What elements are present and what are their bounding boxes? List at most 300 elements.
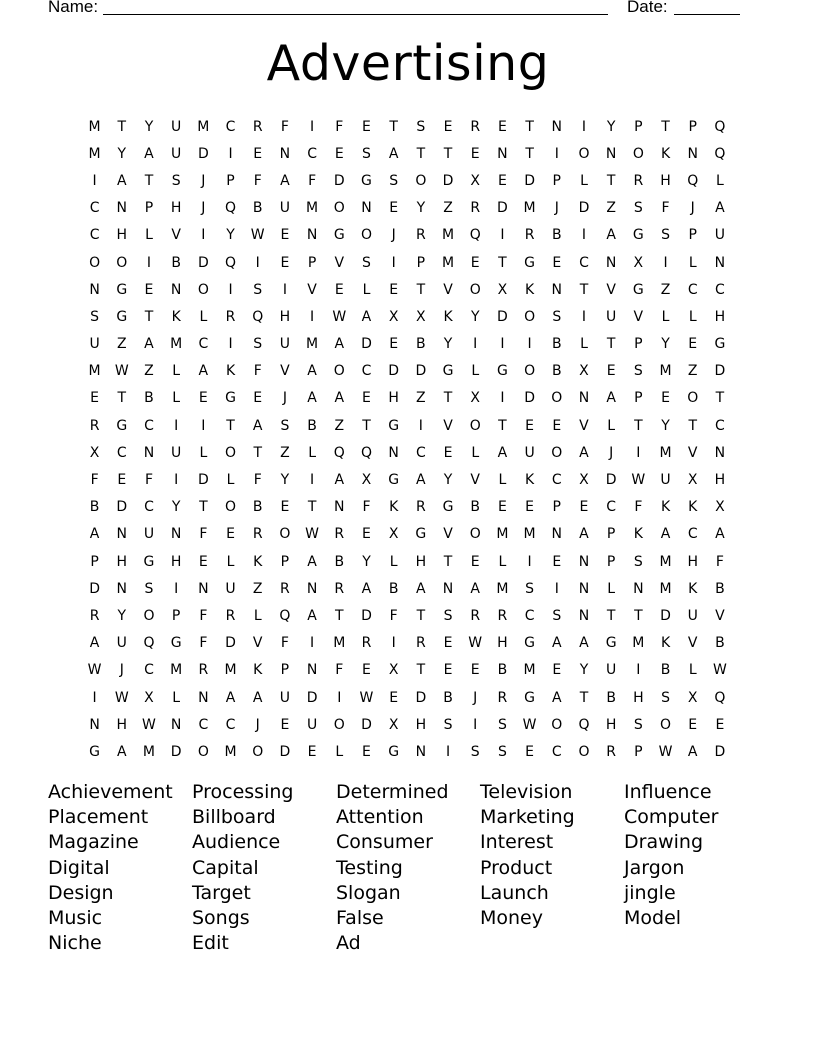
grid-letter[interactable]: G — [632, 281, 644, 298]
grid-letter[interactable]: B — [89, 499, 100, 516]
grid-letter[interactable]: E — [362, 743, 371, 760]
grid-letter[interactable]: E — [470, 662, 480, 679]
grid-letter[interactable]: L — [389, 553, 398, 570]
grid-letter[interactable]: U — [171, 118, 182, 135]
grid-letter[interactable]: R — [89, 417, 100, 434]
grid-letter[interactable]: K — [443, 308, 453, 325]
grid-letter[interactable]: M — [88, 118, 101, 135]
grid-letter[interactable]: H — [116, 716, 128, 733]
grid-letter[interactable]: F — [661, 200, 670, 217]
grid-letter[interactable]: Y — [470, 308, 480, 325]
grid-letter[interactable]: T — [199, 499, 208, 516]
grid-letter[interactable]: D — [497, 308, 508, 325]
grid-letter[interactable]: Y — [416, 200, 426, 217]
grid-letter[interactable]: N — [633, 580, 644, 597]
grid-letter[interactable]: I — [146, 254, 152, 271]
grid-letter[interactable]: N — [116, 580, 128, 597]
grid-letter[interactable]: O — [333, 716, 345, 733]
grid-letter[interactable]: S — [552, 308, 562, 325]
grid-letter[interactable]: Q — [225, 200, 237, 217]
grid-letter[interactable]: R — [225, 607, 236, 624]
grid-letter[interactable]: I — [282, 281, 287, 298]
grid-letter[interactable]: W — [87, 662, 102, 679]
grid-letter[interactable]: A — [89, 635, 100, 652]
grid-letter[interactable]: I — [418, 417, 423, 434]
grid-letter[interactable]: Z — [116, 336, 127, 353]
grid-letter[interactable]: U — [714, 227, 726, 244]
grid-letter[interactable]: I — [228, 281, 233, 298]
grid-letter[interactable]: J — [609, 444, 614, 461]
grid-letter[interactable]: I — [581, 308, 587, 325]
grid-letter[interactable]: U — [606, 662, 617, 679]
grid-letter[interactable]: S — [362, 145, 371, 162]
grid-letter[interactable]: I — [255, 254, 260, 271]
grid-letter[interactable]: D — [225, 635, 236, 652]
grid-letter[interactable]: S — [280, 417, 290, 434]
grid-letter[interactable]: V — [334, 254, 345, 271]
grid-letter[interactable]: C — [715, 417, 725, 434]
grid-letter[interactable]: H — [170, 200, 182, 217]
grid-letter[interactable]: D — [388, 363, 400, 380]
grid-letter[interactable]: S — [144, 580, 154, 597]
grid-letter[interactable]: V — [443, 417, 453, 434]
grid-letter[interactable]: E — [552, 662, 562, 679]
grid-letter[interactable]: A — [715, 526, 725, 543]
grid-letter[interactable]: W — [305, 526, 320, 543]
grid-letter[interactable]: M — [441, 254, 455, 271]
grid-letter[interactable]: O — [469, 281, 481, 298]
grid-letter[interactable]: A — [606, 390, 616, 407]
grid-letter[interactable]: A — [416, 472, 426, 489]
grid-letter[interactable]: L — [253, 607, 262, 624]
grid-letter[interactable]: P — [606, 553, 616, 570]
grid-letter[interactable]: S — [497, 716, 507, 733]
grid-letter[interactable]: J — [554, 200, 559, 217]
grid-letter[interactable]: G — [361, 172, 372, 189]
grid-letter[interactable]: P — [90, 553, 99, 570]
grid-letter[interactable]: E — [497, 499, 507, 516]
grid-letter[interactable]: S — [633, 200, 643, 217]
grid-letter[interactable]: X — [470, 390, 481, 407]
grid-letter[interactable]: V — [252, 635, 263, 652]
grid-letter[interactable]: G — [632, 227, 644, 244]
grid-letter[interactable]: E — [334, 281, 344, 298]
grid-letter[interactable]: E — [280, 227, 290, 244]
grid-letter[interactable]: F — [280, 635, 289, 652]
grid-letter[interactable]: A — [388, 145, 399, 162]
grid-letter[interactable]: H — [714, 308, 726, 325]
grid-letter[interactable]: A — [497, 444, 508, 461]
grid-letter[interactable]: O — [578, 145, 590, 162]
grid-letter[interactable]: E — [334, 145, 344, 162]
grid-letter[interactable]: Y — [117, 145, 127, 162]
grid-letter[interactable]: C — [361, 363, 372, 380]
grid-letter[interactable]: T — [253, 444, 262, 461]
grid-letter[interactable]: Z — [252, 580, 263, 597]
grid-letter[interactable]: M — [659, 363, 672, 380]
grid-letter[interactable]: B — [334, 553, 345, 570]
grid-letter[interactable]: F — [199, 526, 208, 543]
grid-letter[interactable]: I — [581, 227, 587, 244]
grid-letter[interactable]: M — [224, 662, 237, 679]
grid-letter[interactable]: Y — [606, 118, 616, 135]
grid-letter[interactable]: Q — [714, 689, 726, 706]
grid-letter[interactable]: O — [524, 363, 536, 380]
grid-letter[interactable]: Q — [714, 118, 726, 135]
grid-letter[interactable]: T — [525, 118, 534, 135]
grid-letter[interactable]: J — [201, 200, 206, 217]
grid-letter[interactable]: J — [282, 390, 287, 407]
grid-letter[interactable]: M — [632, 635, 645, 652]
grid-letter[interactable]: Z — [687, 363, 698, 380]
grid-letter[interactable]: T — [579, 689, 589, 706]
grid-letter[interactable]: T — [443, 553, 453, 570]
grid-letter[interactable]: G — [415, 526, 427, 543]
grid-letter[interactable]: N — [551, 118, 563, 135]
grid-letter[interactable]: I — [310, 118, 315, 135]
grid-letter[interactable]: W — [468, 635, 483, 652]
grid-letter[interactable]: S — [633, 553, 643, 570]
grid-letter[interactable]: A — [715, 200, 725, 217]
grid-letter[interactable]: F — [308, 172, 317, 189]
grid-letter[interactable]: C — [524, 607, 535, 624]
grid-letter[interactable]: Q — [225, 254, 237, 271]
grid-letter[interactable]: E — [389, 281, 399, 298]
grid-letter[interactable]: P — [606, 526, 616, 543]
grid-letter[interactable]: E — [280, 716, 290, 733]
grid-letter[interactable]: V — [687, 444, 698, 461]
grid-letter[interactable]: Z — [416, 390, 426, 407]
grid-letter[interactable]: O — [116, 254, 128, 271]
grid-letter[interactable]: K — [225, 363, 236, 380]
grid-letter[interactable]: N — [578, 553, 590, 570]
grid-letter[interactable]: Z — [334, 417, 345, 434]
grid-letter[interactable]: W — [631, 472, 646, 489]
grid-letter[interactable]: M — [496, 580, 509, 597]
grid-letter[interactable]: E — [226, 526, 235, 543]
grid-letter[interactable]: B — [252, 499, 263, 516]
grid-letter[interactable]: X — [579, 472, 589, 489]
grid-letter[interactable]: Y — [280, 472, 290, 489]
grid-letter[interactable]: A — [334, 336, 345, 353]
grid-letter[interactable]: U — [279, 336, 291, 353]
grid-letter[interactable]: Y — [579, 662, 589, 679]
grid-letter[interactable]: F — [144, 472, 153, 489]
grid-letter[interactable]: P — [307, 254, 317, 271]
grid-letter[interactable]: F — [335, 118, 344, 135]
grid-letter[interactable]: S — [171, 172, 181, 189]
grid-letter[interactable]: E — [552, 553, 562, 570]
grid-letter[interactable]: C — [551, 743, 562, 760]
grid-letter[interactable]: V — [171, 227, 181, 244]
grid-letter[interactable]: V — [606, 281, 616, 298]
grid-letter[interactable]: M — [659, 580, 672, 597]
grid-letter[interactable]: E — [280, 254, 290, 271]
grid-letter[interactable]: P — [552, 172, 561, 189]
grid-letter[interactable]: L — [471, 363, 480, 380]
grid-letter[interactable]: N — [306, 662, 318, 679]
grid-letter[interactable]: X — [388, 308, 399, 325]
grid-letter[interactable]: B — [551, 363, 562, 380]
grid-letter[interactable]: K — [253, 662, 263, 679]
grid-letter[interactable]: S — [90, 308, 100, 325]
grid-letter[interactable]: E — [715, 716, 725, 733]
grid-letter[interactable]: R — [89, 607, 100, 624]
grid-letter[interactable]: A — [252, 417, 263, 434]
grid-letter[interactable]: W — [712, 662, 727, 679]
grid-letter[interactable]: J — [391, 227, 396, 244]
grid-letter[interactable]: J — [255, 716, 260, 733]
grid-letter[interactable]: R — [280, 580, 290, 597]
grid-letter[interactable]: Y — [443, 336, 453, 353]
grid-letter[interactable]: M — [170, 662, 183, 679]
grid-letter[interactable]: D — [197, 254, 209, 271]
grid-letter[interactable]: C — [687, 526, 698, 543]
grid-letter[interactable]: I — [337, 689, 342, 706]
grid-letter[interactable]: A — [116, 172, 127, 189]
grid-letter[interactable]: D — [170, 743, 182, 760]
grid-letter[interactable]: D — [524, 172, 535, 189]
grid-letter[interactable]: L — [498, 472, 507, 489]
grid-letter[interactable]: T — [688, 417, 697, 434]
grid-letter[interactable]: X — [687, 472, 698, 489]
grid-letter[interactable]: I — [92, 172, 97, 189]
grid-letter[interactable]: O — [578, 743, 590, 760]
grid-letter[interactable]: O — [89, 254, 101, 271]
grid-letter[interactable]: Y — [661, 336, 670, 353]
grid-letter[interactable]: D — [89, 580, 100, 597]
grid-letter[interactable]: Y — [144, 118, 154, 135]
grid-letter[interactable]: V — [687, 635, 698, 652]
grid-letter[interactable]: A — [579, 444, 589, 461]
grid-letter[interactable]: E — [362, 526, 371, 543]
grid-letter[interactable]: E — [688, 336, 698, 353]
grid-letter[interactable]: O — [252, 743, 264, 760]
grid-letter[interactable]: Q — [714, 145, 726, 162]
grid-letter[interactable]: R — [497, 689, 508, 706]
grid-letter[interactable]: S — [633, 716, 643, 733]
grid-letter[interactable]: I — [554, 145, 559, 162]
grid-letter[interactable]: N — [89, 716, 100, 733]
grid-letter[interactable]: F — [253, 472, 262, 489]
grid-letter[interactable]: U — [279, 200, 291, 217]
grid-letter[interactable]: H — [415, 716, 427, 733]
grid-letter[interactable]: A — [579, 526, 589, 543]
grid-letter[interactable]: A — [334, 390, 345, 407]
grid-letter[interactable]: H — [388, 390, 399, 407]
grid-letter[interactable]: L — [688, 308, 697, 325]
grid-letter[interactable]: K — [525, 281, 535, 298]
grid-letter[interactable]: D — [578, 200, 590, 217]
grid-letter[interactable]: T — [661, 118, 670, 135]
grid-letter[interactable]: X — [715, 499, 725, 516]
grid-letter[interactable]: U — [524, 444, 535, 461]
grid-letter[interactable]: A — [307, 553, 317, 570]
grid-letter[interactable]: G — [524, 689, 536, 706]
grid-letter[interactable]: D — [361, 716, 372, 733]
grid-letter[interactable]: D — [116, 499, 128, 516]
grid-letter[interactable]: T — [606, 172, 616, 189]
grid-letter[interactable]: G — [225, 390, 236, 407]
grid-letter[interactable]: E — [470, 553, 480, 570]
grid-letter[interactable]: B — [144, 390, 154, 407]
grid-letter[interactable]: X — [497, 281, 508, 298]
grid-letter[interactable]: F — [335, 662, 344, 679]
grid-letter[interactable]: H — [714, 472, 726, 489]
grid-letter[interactable]: N — [578, 390, 590, 407]
grid-letter[interactable]: I — [174, 472, 179, 489]
grid-letter[interactable]: O — [551, 444, 563, 461]
grid-letter[interactable]: W — [250, 227, 265, 244]
grid-letter[interactable]: L — [716, 172, 724, 189]
grid-letter[interactable]: D — [605, 472, 617, 489]
grid-letter[interactable]: U — [171, 444, 182, 461]
grid-letter[interactable]: B — [307, 417, 317, 434]
grid-letter[interactable]: D — [415, 689, 427, 706]
grid-letter[interactable]: A — [470, 580, 480, 597]
grid-letter[interactable]: C — [116, 444, 127, 461]
grid-letter[interactable]: N — [198, 689, 209, 706]
grid-letter[interactable]: D — [524, 390, 535, 407]
grid-letter[interactable]: S — [470, 743, 480, 760]
grid-letter[interactable]: P — [171, 607, 181, 624]
grid-letter[interactable]: A — [225, 689, 236, 706]
grid-letter[interactable]: E — [198, 390, 208, 407]
grid-letter[interactable]: O — [660, 716, 672, 733]
grid-letter[interactable]: A — [144, 145, 154, 162]
grid-letter[interactable]: L — [362, 281, 371, 298]
grid-letter[interactable]: B — [252, 200, 263, 217]
date-blank-line[interactable] — [674, 14, 740, 15]
grid-letter[interactable]: X — [388, 662, 399, 679]
grid-letter[interactable]: B — [443, 689, 453, 706]
grid-letter[interactable]: O — [551, 716, 563, 733]
grid-letter[interactable]: C — [198, 336, 209, 353]
grid-letter[interactable]: P — [634, 336, 643, 353]
grid-letter[interactable]: F — [253, 363, 262, 380]
grid-letter[interactable]: N — [714, 254, 726, 271]
grid-letter[interactable]: A — [198, 363, 209, 380]
grid-letter[interactable]: M — [306, 336, 319, 353]
grid-letter[interactable]: S — [416, 118, 426, 135]
grid-letter[interactable]: Q — [578, 716, 590, 733]
grid-letter[interactable]: E — [497, 118, 507, 135]
grid-letter[interactable]: G — [116, 281, 128, 298]
grid-letter[interactable]: L — [335, 743, 344, 760]
grid-letter[interactable]: B — [470, 499, 481, 516]
grid-letter[interactable]: U — [171, 145, 182, 162]
grid-letter[interactable]: E — [389, 200, 399, 217]
grid-letter[interactable]: T — [117, 390, 127, 407]
grid-letter[interactable]: O — [333, 200, 345, 217]
grid-letter[interactable]: E — [117, 472, 127, 489]
grid-letter[interactable]: F — [199, 635, 208, 652]
grid-letter[interactable]: I — [310, 308, 315, 325]
grid-letter[interactable]: A — [687, 743, 698, 760]
grid-letter[interactable]: E — [525, 417, 535, 434]
grid-letter[interactable]: U — [306, 716, 318, 733]
grid-letter[interactable]: M — [496, 526, 509, 543]
grid-letter[interactable]: E — [470, 145, 480, 162]
grid-letter[interactable]: L — [688, 662, 697, 679]
grid-letter[interactable]: I — [445, 743, 451, 760]
grid-letter[interactable]: O — [687, 390, 699, 407]
grid-letter[interactable]: L — [688, 254, 697, 271]
grid-letter[interactable]: W — [658, 743, 673, 760]
grid-letter[interactable]: Y — [226, 227, 235, 244]
grid-letter[interactable]: U — [89, 336, 100, 353]
grid-letter[interactable]: H — [279, 308, 291, 325]
grid-letter[interactable]: O — [279, 526, 291, 543]
grid-letter[interactable]: A — [361, 580, 372, 597]
grid-letter[interactable]: E — [362, 662, 371, 679]
grid-letter[interactable]: G — [388, 743, 400, 760]
grid-letter[interactable]: I — [527, 336, 532, 353]
grid-letter[interactable]: L — [172, 390, 181, 407]
grid-letter[interactable]: E — [198, 553, 208, 570]
grid-letter[interactable]: A — [307, 363, 317, 380]
grid-letter[interactable]: K — [389, 499, 399, 516]
grid-letter[interactable]: Z — [660, 281, 671, 298]
grid-letter[interactable]: R — [497, 607, 508, 624]
grid-letter[interactable]: M — [333, 635, 346, 652]
grid-letter[interactable]: K — [253, 553, 263, 570]
grid-letter[interactable]: S — [443, 607, 453, 624]
grid-letter[interactable]: Y — [661, 417, 670, 434]
grid-letter[interactable]: N — [578, 580, 590, 597]
grid-letter[interactable]: T — [416, 607, 426, 624]
grid-letter[interactable]: E — [362, 118, 371, 135]
grid-letter[interactable]: E — [579, 499, 589, 516]
grid-letter[interactable]: E — [525, 743, 535, 760]
grid-letter[interactable]: H — [116, 227, 128, 244]
grid-letter[interactable]: I — [554, 580, 559, 597]
grid-letter[interactable]: Z — [144, 363, 154, 380]
grid-letter[interactable]: U — [279, 689, 291, 706]
grid-letter[interactable]: E — [144, 281, 154, 298]
grid-letter[interactable]: C — [551, 472, 562, 489]
grid-letter[interactable]: G — [714, 336, 726, 353]
grid-letter[interactable]: P — [634, 743, 643, 760]
grid-letter[interactable]: D — [442, 172, 454, 189]
grid-letter[interactable]: G — [524, 254, 536, 271]
grid-letter[interactable]: Z — [280, 444, 290, 461]
grid-letter[interactable]: R — [415, 227, 426, 244]
grid-letter[interactable]: Q — [333, 444, 345, 461]
grid-letter[interactable]: N — [143, 444, 155, 461]
grid-letter[interactable]: P — [144, 200, 154, 217]
grid-letter[interactable]: C — [198, 716, 209, 733]
grid-letter[interactable]: R — [252, 118, 263, 135]
grid-letter[interactable]: T — [335, 607, 344, 624]
grid-letter[interactable]: X — [388, 716, 399, 733]
grid-letter[interactable]: V — [443, 281, 453, 298]
grid-letter[interactable]: G — [333, 227, 345, 244]
grid-letter[interactable]: S — [661, 689, 670, 706]
grid-letter[interactable]: X — [89, 444, 100, 461]
grid-letter[interactable]: B — [416, 336, 426, 353]
grid-letter[interactable]: W — [114, 363, 129, 380]
grid-letter[interactable]: E — [443, 444, 453, 461]
grid-letter[interactable]: M — [306, 200, 319, 217]
grid-letter[interactable]: A — [116, 743, 127, 760]
grid-letter[interactable]: I — [663, 254, 668, 271]
grid-letter[interactable]: Q — [360, 444, 372, 461]
grid-letter[interactable]: S — [633, 363, 643, 380]
grid-letter[interactable]: V — [579, 417, 589, 434]
grid-letter[interactable]: G — [116, 308, 128, 325]
grid-letter[interactable]: D — [361, 336, 372, 353]
